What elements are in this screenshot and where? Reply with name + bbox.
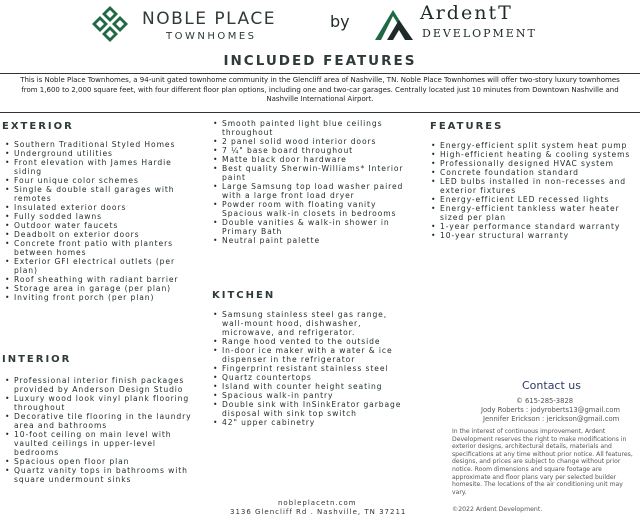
disclaimer: In the interest of continuous improvement, Ardent Development reserves the right to make modifications in exterior designs, architectural details, materials and specifications at any time without prior notice. All features, designs, and prices are subject to change without prior notice. Room dimensions and square footage are approximate and floor plans vary per selected builder homesite. The locations of the air conditioning unit may vary.	[452, 428, 633, 496]
interior-item: • Luxury wood look vinyl plank flooring throughout	[4, 394, 194, 412]
exterior-list	[4, 140, 194, 302]
feature-item: • Energy-efficient LED recessed lights	[430, 195, 635, 204]
interior-item: • Matte black door hardware	[212, 155, 412, 164]
interior-item: • Decorative tile flooring in the laundry area and bathrooms	[4, 412, 194, 430]
exterior-item: • Four unique color schemes	[4, 176, 194, 185]
contact-phone: © 615-285-3828	[516, 397, 574, 405]
page-title: INCLUDED FEATURES	[223, 53, 417, 69]
footer-website[interactable]: nobleplacetn.com	[278, 499, 357, 507]
copyright: ©2022 Ardent Development.	[452, 506, 543, 513]
feature-item: • Professionally designed HVAC system	[430, 159, 635, 168]
developer-name: ArdentT	[420, 2, 513, 24]
brand-subtitle: TOWNHOMES	[166, 31, 257, 42]
exterior-item: • Fully sodded lawns	[4, 212, 194, 221]
kitchen-item: • Island with counter height seating	[212, 382, 412, 391]
exterior-item: • Underground utilities	[4, 149, 194, 158]
feature-item: • 10-year structural warranty	[430, 231, 635, 240]
interior-list	[4, 376, 194, 484]
exterior-item: • Deadbolt on exterior doors	[4, 230, 194, 239]
features-title: FEATURES	[430, 121, 504, 132]
feature-item: • LED bulbs installed in non-recesses and exterior fixtures	[430, 177, 635, 195]
exterior-title: EXTERIOR	[2, 121, 74, 132]
features-list	[430, 141, 635, 240]
feature-item: • Concrete foundation standard	[430, 168, 635, 177]
interior-continued-list	[212, 119, 412, 245]
interior-item: • Professional interior finish packages provided by Anderson Design Studio	[4, 376, 194, 394]
interior-item: • 10-foot ceiling on main level with vaulted ceilings in upper-level bedrooms	[4, 430, 194, 457]
exterior-item: • Roof sheathing with radiant barrier	[4, 275, 194, 284]
interior-item: • Neutral paint palette	[212, 236, 412, 245]
noble-place-logo-icon	[88, 4, 132, 44]
contact-title: Contact us	[522, 379, 581, 392]
exterior-item: • Exterior GFI electrical outlets (per plan)	[4, 257, 194, 275]
interior-item: • Best quality Sherwin-Williams* Interior paint	[212, 164, 412, 182]
contact-person-2: Jennifer Erickson : jerickson@gmail.com	[483, 415, 620, 423]
interior-item: • Double vanities & walk-in shower in Primary Bath	[212, 218, 412, 236]
interior-item: • Powder room with floating vanity Spacious walk-in closets in bedrooms	[212, 200, 412, 218]
kitchen-item: • Quartz countertops	[212, 373, 412, 382]
interior-title: INTERIOR	[2, 354, 72, 365]
header	[0, 0, 640, 50]
footer-address: 3136 Glencliff Rd . Nashville, TN 37211	[230, 508, 407, 516]
kitchen-item: • Double sink with InSinkErator garbage disposal with sink top switch	[212, 400, 412, 418]
kitchen-list	[212, 310, 412, 427]
feature-item: • Energy-efficient tankless water heater sized per plan	[430, 204, 635, 222]
feature-item: • High-efficient heating & cooling systems	[430, 150, 635, 159]
exterior-item: • Southern Traditional Styled Homes	[4, 140, 194, 149]
kitchen-item: • In-door ice maker with a water & ice dispenser in the refrigerator	[212, 346, 412, 364]
brand-name: NOBLE PLACE	[142, 9, 276, 29]
interior-item: • Large Samsung top load washer paired with a large front load dryer	[212, 182, 412, 200]
exterior-item: • Front elevation with James Hardie siding	[4, 158, 194, 176]
kitchen-item: • Range hood vented to the outside	[212, 337, 412, 346]
intro-text: This is Noble Place Townhomes, a 94-unit gated townhome community in the Glencliff area of Nashville, TN. Noble Place Townhomes will offer two-story luxury townhomes from 1,600 to 2,000 square feet, with four different floor plan options, including one and two-car garages. Centrally located just 10 minutes from Downtown Nashville and Nashville International Airport.	[20, 76, 620, 103]
exterior-item: • Inviting front porch (per plan)	[4, 293, 194, 302]
kitchen-item: • Samsung stainless steel gas range, wall-mount hood, dishwasher, microwave, and refrigerator.	[212, 310, 412, 337]
by-label: by	[330, 12, 350, 31]
exterior-item: • Storage area in garage (per plan)	[4, 284, 194, 293]
kitchen-item: • Spacious walk-in pantry	[212, 391, 412, 400]
exterior-item: • Insulated exterior doors	[4, 203, 194, 212]
interior-item: • Quartz vanity tops in bathrooms with square undermount sinks	[4, 466, 194, 484]
ardent-mountain-logo-icon	[373, 4, 417, 42]
interior-item: • Spacious open floor plan	[4, 457, 194, 466]
developer-subtitle: DEVELOPMENT	[422, 27, 537, 40]
exterior-item: • Concrete front patio with planters between homes	[4, 239, 194, 257]
feature-item: • 1-year performance standard warranty	[430, 222, 635, 231]
kitchen-item: • Fingerprint resistant stainless steel	[212, 364, 412, 373]
kitchen-title: KITCHEN	[212, 290, 276, 301]
feature-item: • Energy-efficient split system heat pump	[430, 141, 635, 150]
contact-person-1: Jody Roberts : jodyroberts13@gmail.com	[481, 406, 621, 414]
exterior-item: • Outdoor water faucets	[4, 221, 194, 230]
exterior-item: • Single & double stall garages with remotes	[4, 185, 194, 203]
interior-item: • 2 panel solid wood interior doors	[212, 137, 412, 146]
kitchen-item: • 42" upper cabinetry	[212, 418, 412, 427]
interior-item: • 7 ¼" base board throughout	[212, 146, 412, 155]
interior-item: • Smooth painted light blue ceilings throughout	[212, 119, 412, 137]
